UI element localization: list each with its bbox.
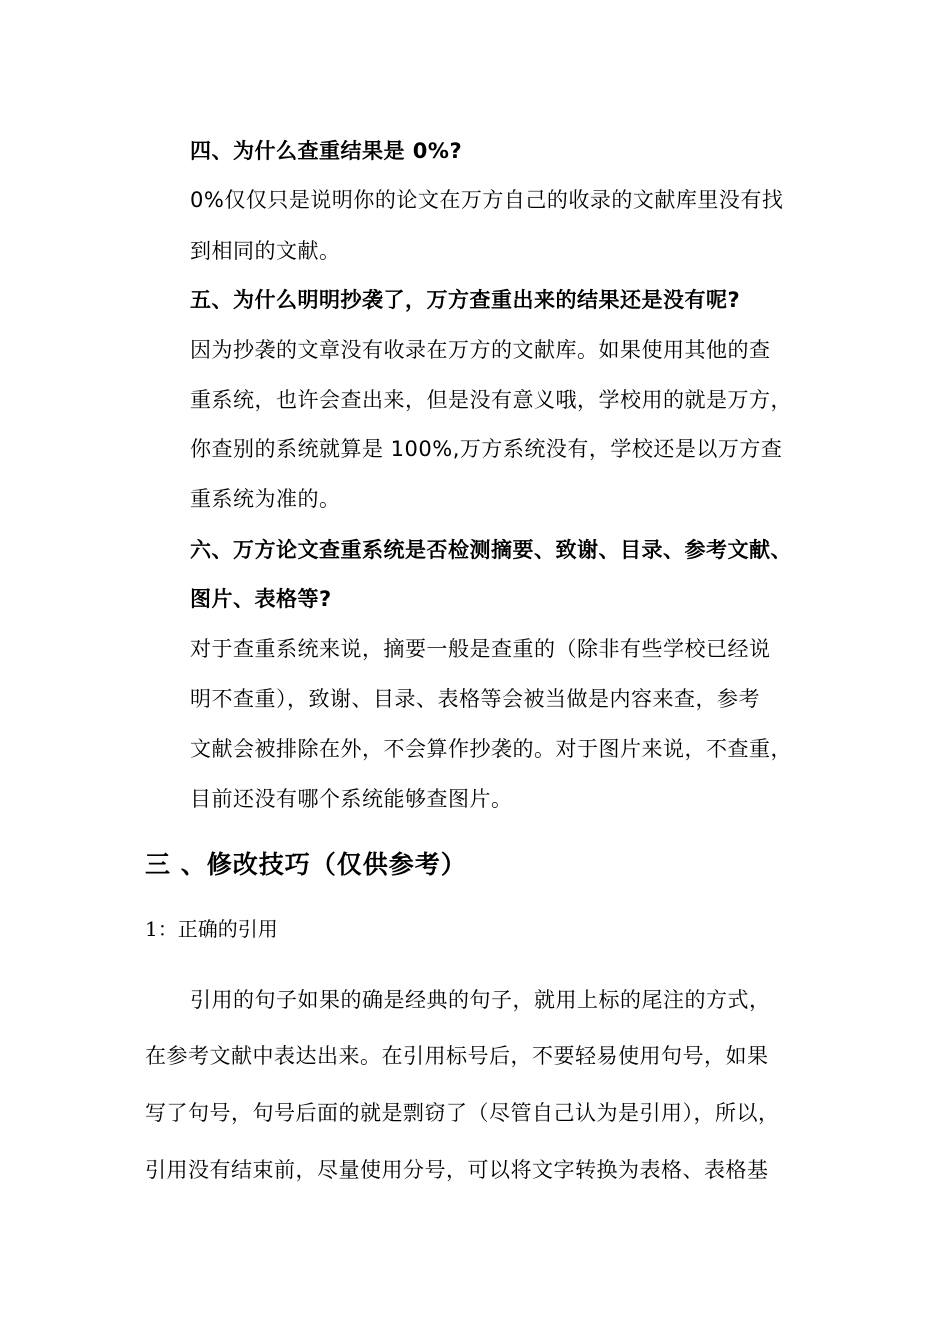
question-4-title: 四、为什么查重结果是 0%? (190, 139, 463, 163)
question-5-answer-line-4: 重系统为准的。 (190, 487, 341, 511)
tip-1-title: 1：正确的引用 (145, 917, 278, 941)
question-4-answer-line-1: 0%仅仅只是说明你的论文在万方自己的收录的文献库里没有找 (190, 188, 784, 212)
question-6-title-line-2: 图片、表格等? (190, 587, 332, 611)
tip-1-paragraph-line-4: 引用没有结束前，尽量使用分号，可以将文字转换为表格、表格基 (145, 1158, 769, 1182)
question-6-answer-line-3: 文献会被排除在外，不会算作抄袭的。对于图片来说，不查重， (190, 737, 792, 761)
tip-1-paragraph-line-1: 引用的句子如果的确是经典的句子，就用上标的尾注的方式， (190, 988, 771, 1012)
question-5-answer-line-2: 重系统，也许会查出来，但是没有意义哦，学校用的就是万方， (190, 388, 792, 412)
question-5-title: 五、为什么明明抄袭了，万方查重出来的结果还是没有呢? (190, 288, 741, 312)
question-6-answer-line-1: 对于查重系统来说，摘要一般是查重的（除非有些学校已经说 (190, 637, 771, 661)
question-5-answer-line-3: 你查别的系统就算是 100%,万方系统没有，学校还是以万方查 (190, 437, 783, 461)
section-heading-3: 三 、修改技巧（仅供参考） (145, 850, 467, 879)
tip-1-paragraph-line-2: 在参考文献中表达出来。在引用标号后，不要轻易使用句号，如果 (145, 1044, 769, 1068)
question-4-answer-line-2: 到相同的文献。 (190, 239, 341, 263)
question-6-answer-line-4: 目前还没有哪个系统能够查图片。 (190, 787, 513, 811)
question-5-answer-line-1: 因为抄袭的文章没有收录在万方的文献库。如果使用其他的查 (190, 338, 771, 362)
tip-1-paragraph-line-3: 写了句号，句号后面的就是剽窃了（尽管自己认为是引用），所以， (145, 1101, 780, 1125)
question-6-title-line-1: 六、万方论文查重系统是否检测摘要、致谢、目录、参考文献、 (190, 538, 792, 562)
question-6-answer-line-2: 明不查重），致谢、目录、表格等会被当做是内容来查，参考 (190, 687, 760, 711)
